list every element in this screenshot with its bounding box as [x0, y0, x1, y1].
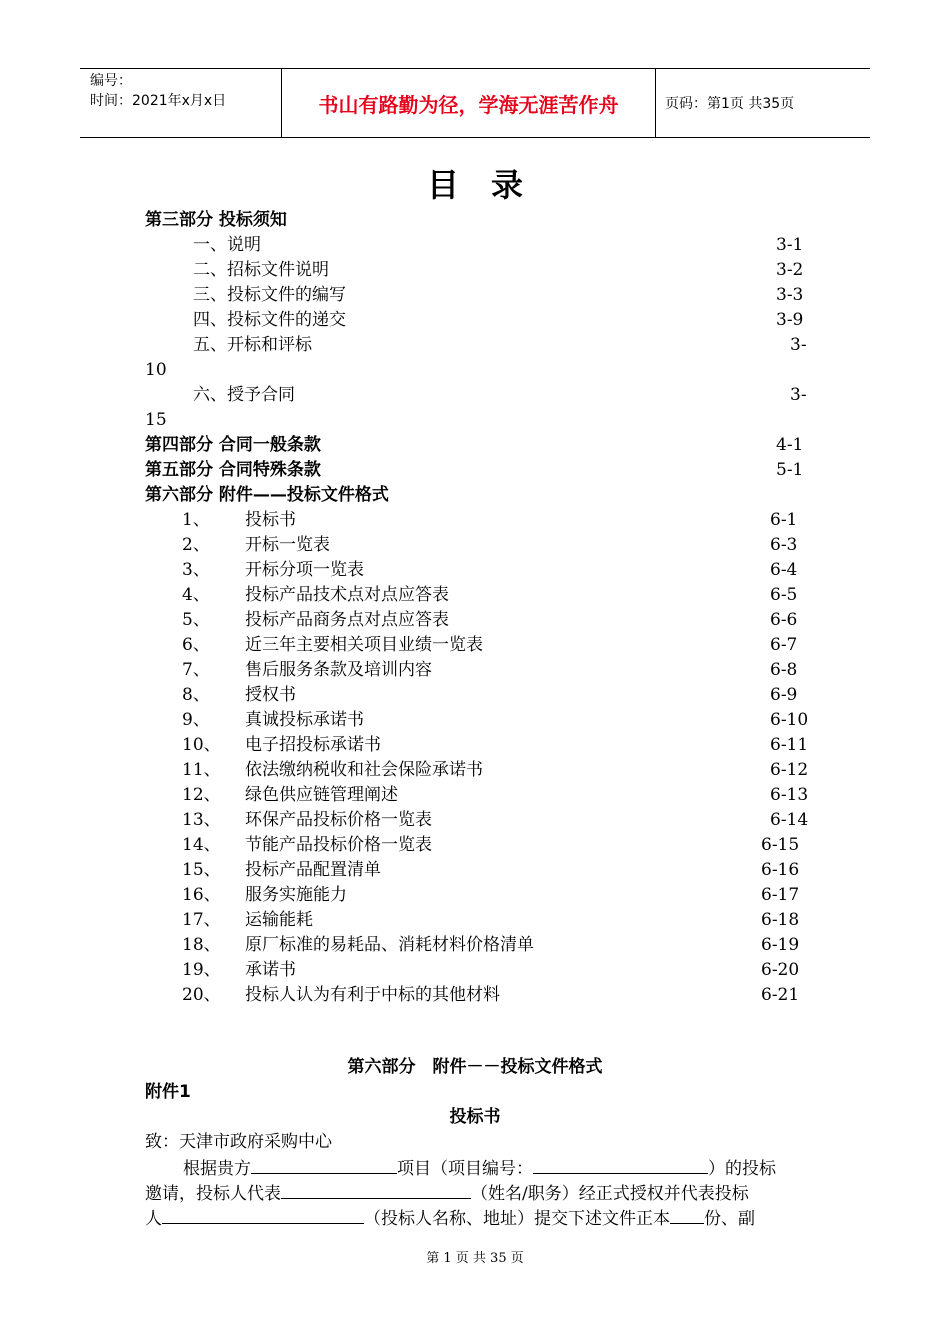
doc-title: 投标书: [449, 1107, 501, 1127]
toc-title: 目 录: [426, 166, 523, 204]
body-text: 人: [145, 1209, 162, 1229]
toc-item-number: 19、: [182, 960, 221, 980]
toc-item-number: 20、: [182, 985, 221, 1005]
toc-page: 6-6: [770, 610, 798, 630]
toc-page: 6-21: [761, 985, 800, 1005]
toc-item-number: 4、: [182, 585, 210, 605]
toc-item-number: 9、: [182, 710, 210, 730]
section-heading: 第六部分 附件－－投标文件格式: [347, 1057, 603, 1077]
toc-item[interactable]: 运输能耗: [245, 910, 313, 930]
toc-page: 6-16: [761, 860, 800, 880]
toc-item-number: 3、: [182, 560, 210, 580]
toc-page: 4-1: [776, 435, 804, 455]
attachment-label: 附件1: [145, 1082, 191, 1102]
toc-item[interactable]: 投标人认为有利于中标的其他材料: [245, 985, 500, 1005]
body-text: 项目（项目编号：: [397, 1159, 533, 1179]
toc-item-number: 17、: [182, 910, 221, 930]
toc-item[interactable]: 投标书: [245, 510, 296, 530]
toc-page: 3-2: [776, 260, 804, 280]
body-text: 份、副: [704, 1209, 755, 1229]
toc-page: 6-14: [770, 810, 809, 830]
toc-item[interactable]: 环保产品投标价格一览表: [245, 810, 432, 830]
toc-item-number: 7、: [182, 660, 210, 680]
toc-item[interactable]: 绿色供应链管理阐述: [245, 785, 398, 805]
body-line-2: [145, 1180, 749, 1207]
toc-item[interactable]: 服务实施能力: [245, 885, 347, 905]
project-number-field[interactable]: [533, 1155, 708, 1174]
toc-item[interactable]: 开标分项一览表: [245, 560, 364, 580]
toc-page: 6-17: [761, 885, 800, 905]
toc-item-number: 8、: [182, 685, 210, 705]
toc-item[interactable]: 一、说明: [193, 235, 261, 255]
toc-page: 6-12: [770, 760, 809, 780]
toc-page: 6-9: [770, 685, 798, 705]
original-count-field[interactable]: [670, 1205, 704, 1224]
toc-item-number: 2、: [182, 535, 210, 555]
toc-page: 3-: [790, 385, 807, 405]
page-info: 页码：第1页 共35页: [665, 96, 795, 112]
toc-item[interactable]: 投标产品配置清单: [245, 860, 381, 880]
toc-item-number: 5、: [182, 610, 210, 630]
toc-page: 6-4: [770, 560, 798, 580]
toc-page: 3-9: [776, 310, 804, 330]
project-name-field[interactable]: [251, 1155, 397, 1174]
motto: 书山有路勤为径，学海无涯苦作舟: [282, 69, 656, 137]
bidder-name-field[interactable]: [162, 1205, 364, 1224]
toc-page: 3-3: [776, 285, 804, 305]
toc-part3-title[interactable]: 第三部分 投标须知: [145, 210, 287, 230]
toc-page: 6-1: [770, 510, 798, 530]
time-label: 时间：2021年x月x日: [90, 93, 227, 109]
toc-item[interactable]: 依法缴纳税收和社会保险承诺书: [245, 760, 483, 780]
toc-item-number: 13、: [182, 810, 221, 830]
toc-part6-title[interactable]: 第六部分 附件——投标文件格式: [145, 485, 389, 505]
body-text: （投标人名称、地址）提交下述文件正本: [364, 1209, 670, 1229]
toc-page: 3-1: [776, 235, 804, 255]
header-left-cell: [80, 69, 282, 137]
toc-item[interactable]: 三、投标文件的编写: [193, 285, 346, 305]
toc-item[interactable]: 四、投标文件的递交: [193, 310, 346, 330]
toc-page: 6-7: [770, 635, 798, 655]
toc-item-number: 16、: [182, 885, 221, 905]
toc-page: 6-3: [770, 535, 798, 555]
body-text: 邀请，投标人代表: [145, 1184, 281, 1204]
toc-item-number: 14、: [182, 835, 221, 855]
toc-page: 6-20: [761, 960, 800, 980]
toc-item-number: 12、: [182, 785, 221, 805]
toc-page-wrap: 10: [145, 360, 167, 380]
toc-item[interactable]: 开标一览表: [245, 535, 330, 555]
toc-page: 6-19: [761, 935, 800, 955]
toc-item[interactable]: 授权书: [245, 685, 296, 705]
toc-item[interactable]: 承诺书: [245, 960, 296, 980]
recipient-line: 致：天津市政府采购中心: [145, 1132, 332, 1152]
toc-item[interactable]: 真诚投标承诺书: [245, 710, 364, 730]
body-line-3: [145, 1205, 755, 1232]
page-header: [80, 68, 870, 138]
toc-page-wrap: 15: [145, 410, 167, 430]
body-text: 根据贵方: [183, 1159, 251, 1179]
toc-part4-title[interactable]: 第四部分 合同一般条款: [145, 435, 321, 455]
toc-page: 6-10: [770, 710, 809, 730]
toc-item-number: 6、: [182, 635, 210, 655]
toc-page: 6-15: [761, 835, 800, 855]
toc-item[interactable]: 电子招投标承诺书: [245, 735, 381, 755]
toc-item-number: 11、: [182, 760, 221, 780]
toc-part5-title[interactable]: 第五部分 合同特殊条款: [145, 460, 321, 480]
toc-item[interactable]: 售后服务条款及培训内容: [245, 660, 432, 680]
code-label: 编号：: [90, 73, 132, 89]
toc-item-number: 15、: [182, 860, 221, 880]
toc-page: 6-8: [770, 660, 798, 680]
toc-page: 3-: [790, 335, 807, 355]
toc-item-number: 18、: [182, 935, 221, 955]
toc-item[interactable]: 二、招标文件说明: [193, 260, 329, 280]
toc-item-number: 1、: [182, 510, 210, 530]
body-text: （姓名/职务）经正式授权并代表投标: [471, 1184, 749, 1204]
toc-item[interactable]: 投标产品技术点对点应答表: [245, 585, 449, 605]
toc-item[interactable]: 投标产品商务点对点应答表: [245, 610, 449, 630]
toc-item[interactable]: 六、授予合同: [193, 385, 295, 405]
page-footer: 第 1 页 共 35 页: [426, 1251, 524, 1266]
toc-page: 6-5: [770, 585, 798, 605]
body-text: ）的投标: [708, 1159, 776, 1179]
toc-item-number: 10、: [182, 735, 221, 755]
toc-page: 5-1: [776, 460, 804, 480]
body-line-1: [183, 1155, 776, 1182]
toc-item[interactable]: 节能产品投标价格一览表: [245, 835, 432, 855]
toc-item[interactable]: 原厂标准的易耗品、消耗材料价格清单: [245, 935, 534, 955]
representative-field[interactable]: [281, 1180, 471, 1199]
toc-page: 6-13: [770, 785, 809, 805]
toc-item[interactable]: 五、开标和评标: [193, 335, 312, 355]
toc-item[interactable]: 近三年主要相关项目业绩一览表: [245, 635, 483, 655]
toc-page: 6-11: [770, 735, 809, 755]
toc-page: 6-18: [761, 910, 800, 930]
